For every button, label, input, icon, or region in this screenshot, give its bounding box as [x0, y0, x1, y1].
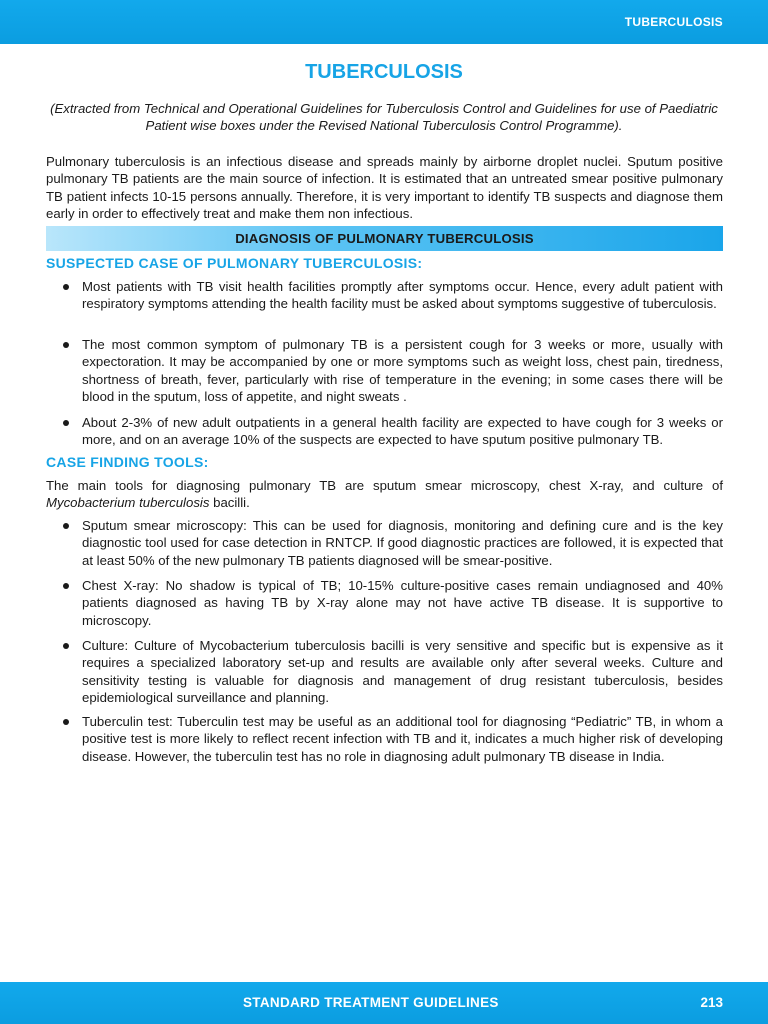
tools-intro: [46, 477, 723, 512]
section-title: DIAGNOSIS OF PULMONARY TUBERCULOSIS: [235, 231, 534, 246]
list-item: Tuberculin test: Tuberculin test may be useful as an additional tool for diagnosing “Pediatric” TB, in whom a positive test is more likely to reflect recent infection with TB and it, indicates a much higher risk of developing disease. However, the tuberculin test has no role in diagnosing adult pulmonary TB disease in India.: [82, 714, 723, 764]
list-item: Sputum smear microscopy: This can be used for diagnosis, monitoring and defining cure and is the key diagnostic tool used for case detection in RNTCP. If good diagnostic practices are followed, it is expected that at least 50% of the new pulmonary TB patients diagnosed will be smear-positive.: [82, 518, 723, 568]
section-banner: [46, 226, 723, 251]
running-title: TUBERCULOSIS: [624, 15, 723, 29]
page-number: 213: [700, 995, 723, 1010]
bullet-dot-icon: [63, 583, 69, 589]
footer-label: STANDARD TREATMENT GUIDELINES: [243, 995, 499, 1010]
bullet-dot-icon: [63, 643, 69, 649]
case-finding-heading: CASE FINDING TOOLS:: [46, 454, 209, 470]
tools-intro-italic: Mycobacterium tuberculosis: [46, 495, 210, 511]
suspected-case-heading: SUSPECTED CASE OF PULMONARY TUBERCULOSIS:: [46, 255, 423, 271]
tools-intro-main: The main tools for diagnosing pulmonary TB are sputum smear microscopy, chest X-ray, and culture of: [46, 478, 723, 493]
source-note: (Extracted from Technical and Operational Guidelines for Tuberculosis Control and Guidelines for use of Paediatric Patient wise boxes under the Revised National Tuberculosis Control Programme).: [50, 101, 718, 133]
list-item: Chest X-ray: No shadow is typical of TB; 10-15% culture-positive cases remain undiagnosed and 40% patients diagnosed as having TB by X-ray alone may not have active TB disease. It is supportive to microscopy.: [82, 578, 723, 628]
list-item: The most common symptom of pulmonary TB is a persistent cough for 3 weeks or more, usually with expectoration. It may be accompanied by one or more symptoms such as weight loss, chest pain, tiredness, shortness of breath, fever, particularly with rise of temperature in the evening; in some cases there will be blood in the sputum, loss of appetite, and night sweats .: [82, 337, 723, 405]
bullet-dot-icon: [63, 420, 69, 426]
footer-bar: [0, 982, 768, 1024]
bullet-dot-icon: [63, 284, 69, 290]
bullet-dot-icon: [63, 342, 69, 348]
list-item: Culture: Culture of Mycobacterium tuberculosis bacilli is very sensitive and specific but is expensive as it requires a specialized laboratory set-up and results are available only after several weeks. Culture and sensitivity testing is valuable for diagnosis and management of drug resistant tuberculosis, besides epidemiological surveillance and planning.: [82, 638, 723, 706]
header-bar: [0, 0, 768, 44]
list-item: Most patients with TB visit health facilities promptly after symptoms occur. Hence, every adult patient with respiratory symptoms attending the health facility must be asked about symptoms suggestive of tuberculosis.: [82, 279, 723, 312]
tools-intro-end: bacilli.: [209, 495, 250, 511]
intro-paragraph: Pulmonary tuberculosis is an infectious disease and spreads mainly by airborne droplet nuclei. Sputum positive pulmonary TB patients are the main source of infection. It is estimated that an untreated smear positive pulmonary TB patient infects 10-15 persons annually. Therefore, it is very important to identify TB suspects and diagnose them early in order to effectively treat and make them non infectious.: [46, 154, 723, 222]
bullet-dot-icon: [63, 719, 69, 725]
list-item: About 2-3% of new adult outpatients in a general health facility are expected to have cough for 3 weeks or more, and on an average 10% of the suspects are expected to have sputum positive pulmonary TB.: [82, 415, 723, 448]
bullet-dot-icon: [63, 523, 69, 529]
page-title: TUBERCULOSIS: [305, 61, 463, 83]
